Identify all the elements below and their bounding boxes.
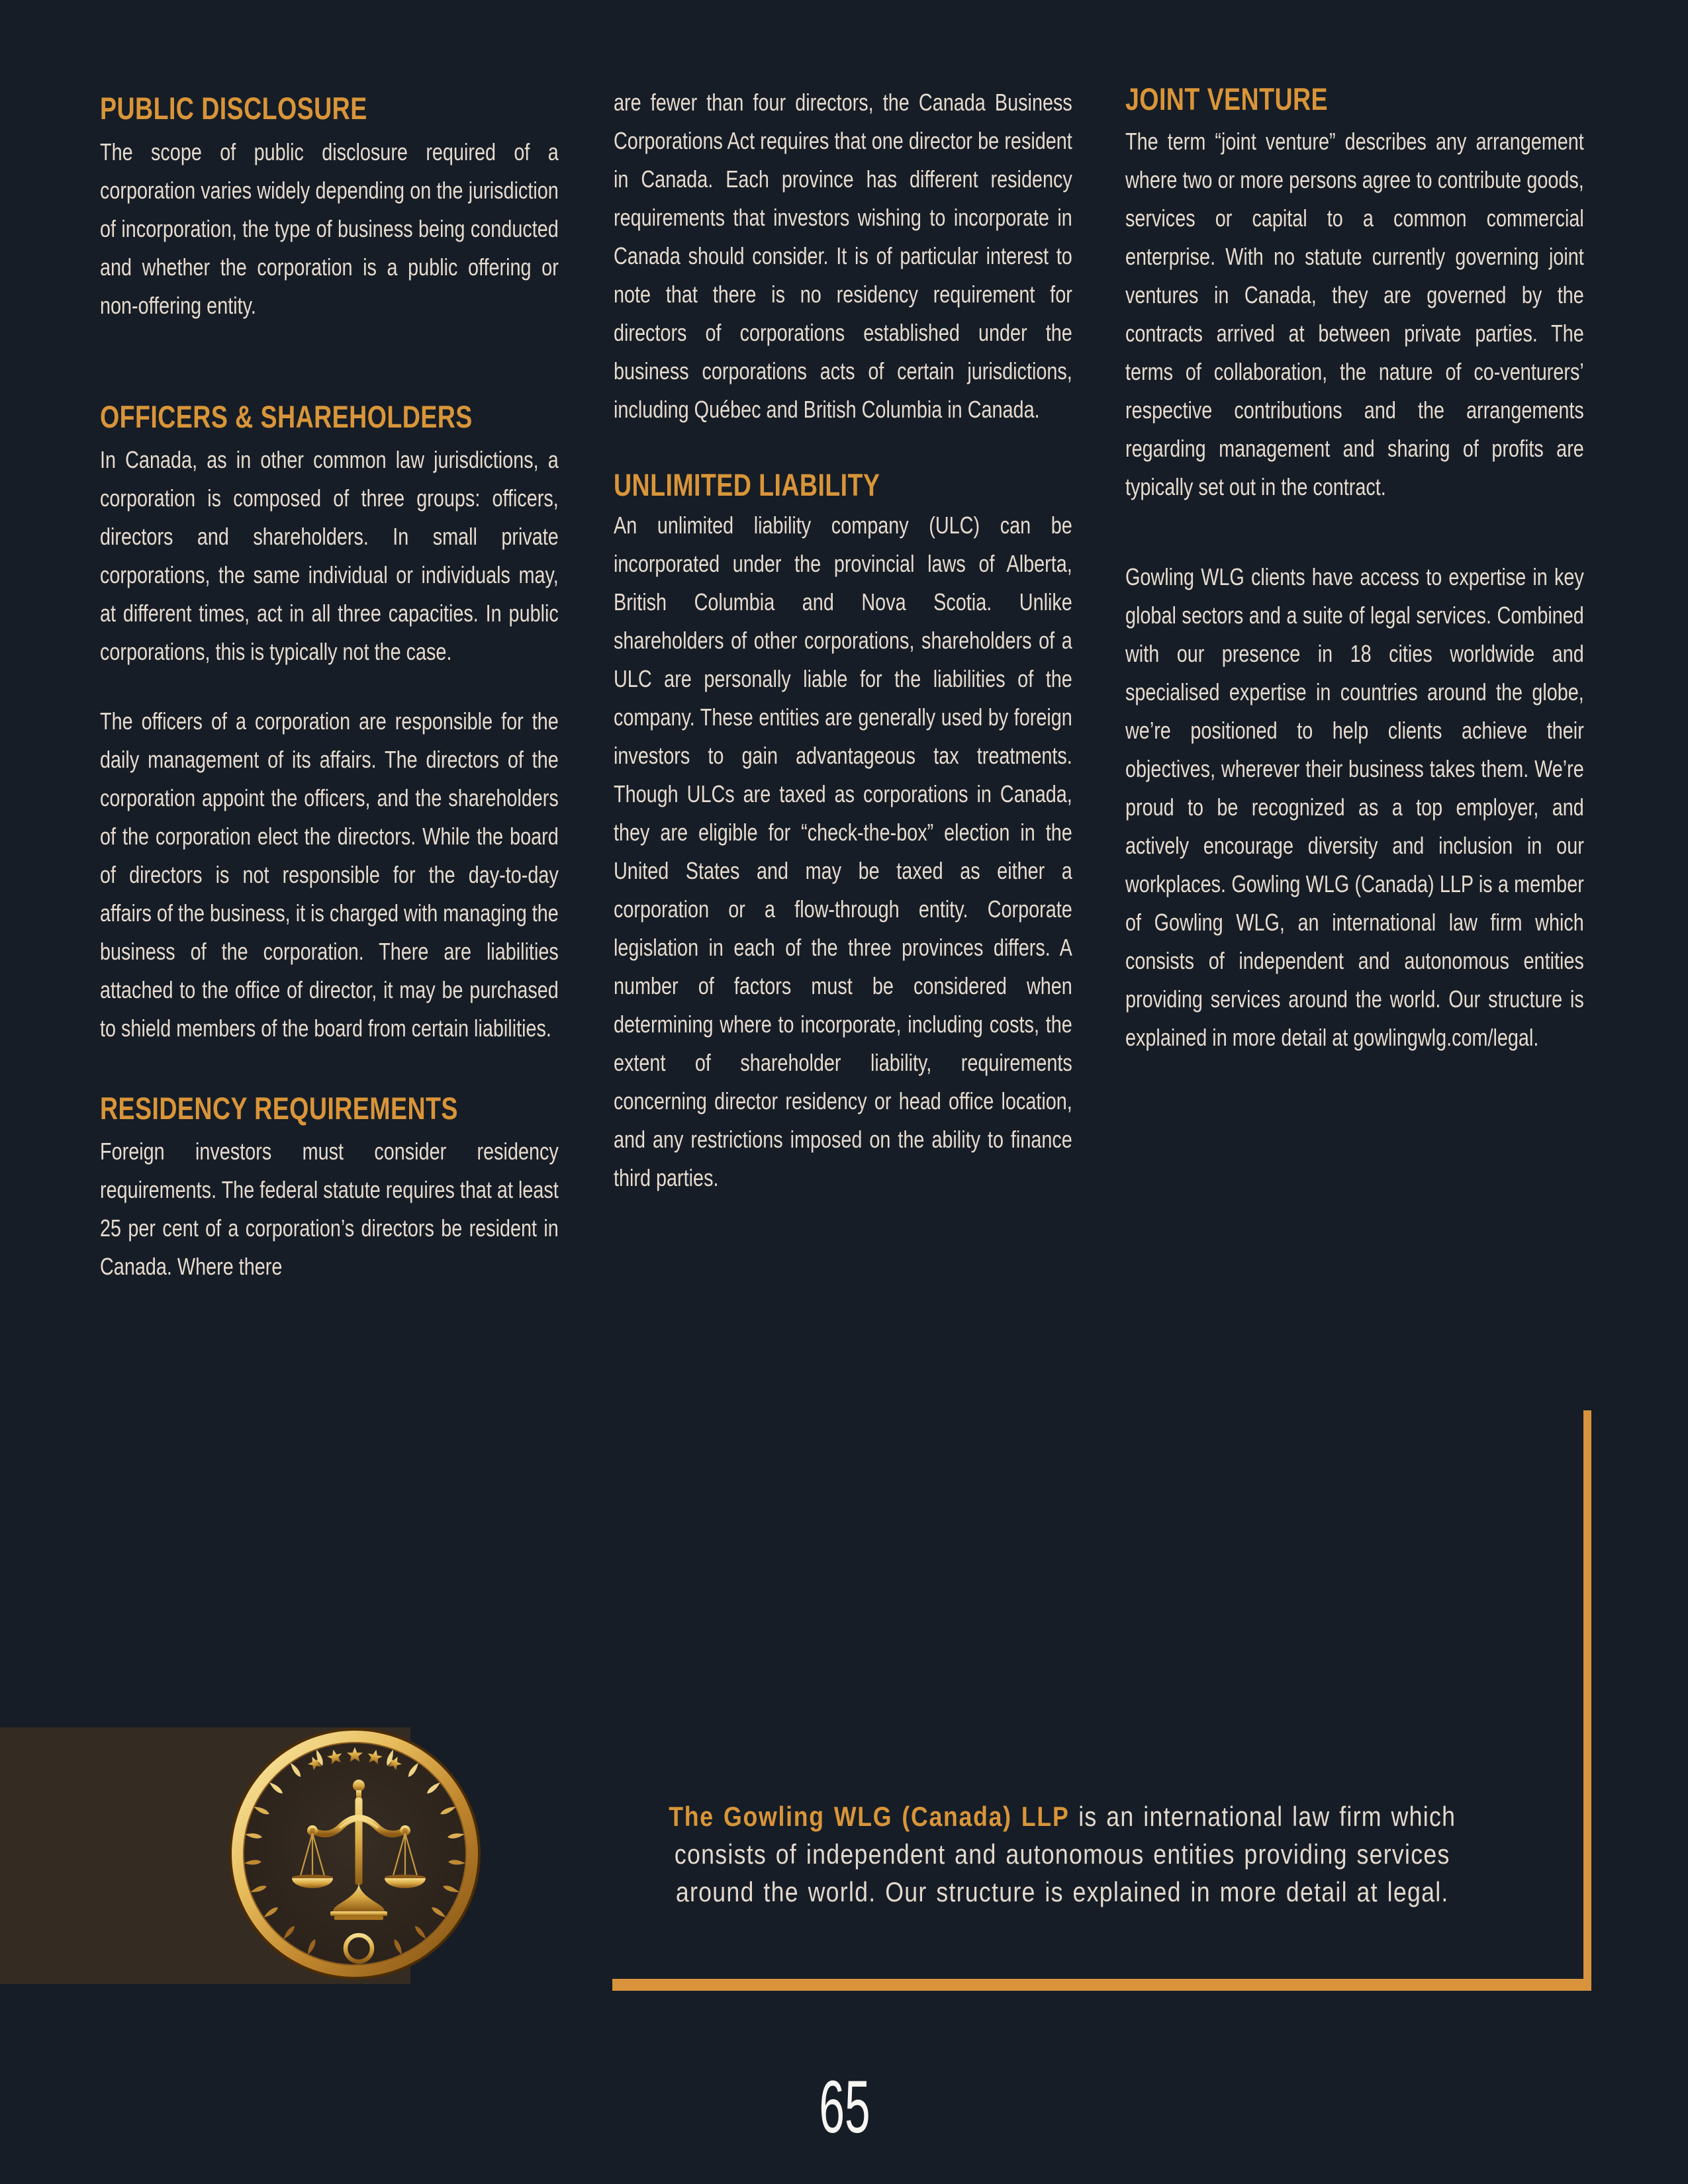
- footer-line-1: [592, 1797, 1532, 1835]
- heading-joint-venture: JOINT VENTURE: [1125, 81, 1329, 116]
- footer-line-2: consists of independent and autonomous entities providing services: [674, 1839, 1450, 1870]
- law-firm-logo: [228, 1726, 483, 1981]
- heading-public-disclosure: PUBLIC DISCLOSURE: [100, 91, 367, 126]
- paragraph-residency-requirements: Foreign investors must consider residency requirements. The federal statute requires that at least 25 per cent of a corporation’s directors be resident in Canada. Where there: [100, 1138, 559, 1280]
- paragraph-public-disclosure: The scope of public disclosure required of a corporation varies widely depending on the jurisdiction of incorporation, the type of business being conducted and whether the corporation is a public offering or non-offering entity.: [100, 138, 559, 319]
- gold-vertical-rule: [1583, 1410, 1591, 1991]
- footer-blurb: [592, 1797, 1532, 1911]
- column-right: [1125, 0, 1584, 1057]
- paragraph-joint-venture: The term “joint venture” describes any arrangement where two or more persons agree to contribute goods, services or capital to a common commercial enterprise. With no statute currently governing joint ventures in Canada, they are governed by the contracts arrived at between private parties. The terms of collaboration, the nature of co-venturers’ respective contributions and the arrangements regarding management and sharing of profits are typically set out in the contract.: [1125, 128, 1584, 500]
- paragraph-unlimited-liability: An unlimited liability company (ULC) can be incorporated under the provincial laws of Alberta, British Columbia and Nova Scotia. Unlike shareholders of other corporations, shareholders of a ULC are personally liable for the liabilities of the company. These entities are generally used by foreign investors to gain advantageous tax treatments. Though ULCs are taxed as corporations in Canada, they are eligible for “check-the-box” election in the United States and may be taxed as either a corporation or a flow-through entity. Corporate legislation in each of the three provinces differs. A number of factors must be considered when determining where to incorporate, including costs, the extent of shareholder liability, requirements concerning director residency or head office location, and any restrictions imposed on the ability to finance third parties.: [614, 512, 1072, 1191]
- heading-unlimited-liability: UNLIMITED LIABILITY: [614, 467, 880, 502]
- heading-residency-requirements: RESIDENCY REQUIREMENTS: [100, 1091, 458, 1126]
- column-middle: [614, 0, 1072, 1197]
- footer-line-1-rest: is an international law firm which: [1069, 1801, 1456, 1832]
- page-number: 65: [819, 2066, 870, 2148]
- scales-of-justice-icon: [228, 1726, 483, 1981]
- paragraph-residency-continued: are fewer than four directors, the Canada Business Corporations Act requires that one director be resident in Canada. Each province has different residency requirements that investors wishing to incorporate in Canada should consider. It is of particular interest to note that there is no residency requirement for directors of corporations established under the business corporations acts of certain jurisdictions, including Québec and British Columbia in Canada.: [614, 89, 1072, 423]
- heading-officers-shareholders: OFFICERS & SHAREHOLDERS: [100, 399, 473, 434]
- column-left: [100, 0, 559, 1286]
- gold-horizontal-rule: [612, 1979, 1591, 1991]
- paragraph-officers-shareholders-2: The officers of a corporation are responsible for the daily management of its affairs. The directors of the corporation appoint the officers, and the shareholders of the corporation elect the directors. While the board of directors is not responsible for the day-to-day affairs of the business, it is charged with managing the business of the corporation. There are liabilities attached to the office of director, it may be purchased to shield members of the board from certain liabilities.: [100, 707, 559, 1042]
- paragraph-officers-shareholders-1: In Canada, as in other common law jurisdictions, a corporation is composed of three groups: officers, directors and shareholders. In small private corporations, the same individual or individuals may, at different times, act in all three capacities. In public corporations, this is typically not the case.: [100, 446, 559, 665]
- paragraph-about-gowling: Gowling WLG clients have access to expertise in key global sectors and a suite of legal services. Combined with our presence in 18 cities worldwide and specialised expertise in countries around the globe, we’re positioned to help clients achieve their objectives, wherever their business takes them. We’re proud to be recognized as a top employer, and actively encourage diversity and inclusion in our workplaces. Gowling WLG (Canada) LLP is a member of Gowling WLG, an international law firm which consists of independent and autonomous entities providing services around the world. Our structure is explained in more detail at gowlingwlg.com/legal.: [1125, 563, 1584, 1051]
- footer-firm-name: The Gowling WLG (Canada) LLP: [669, 1801, 1070, 1832]
- footer-line-3: around the world. Our structure is explained in more detail at legal.: [675, 1876, 1449, 1907]
